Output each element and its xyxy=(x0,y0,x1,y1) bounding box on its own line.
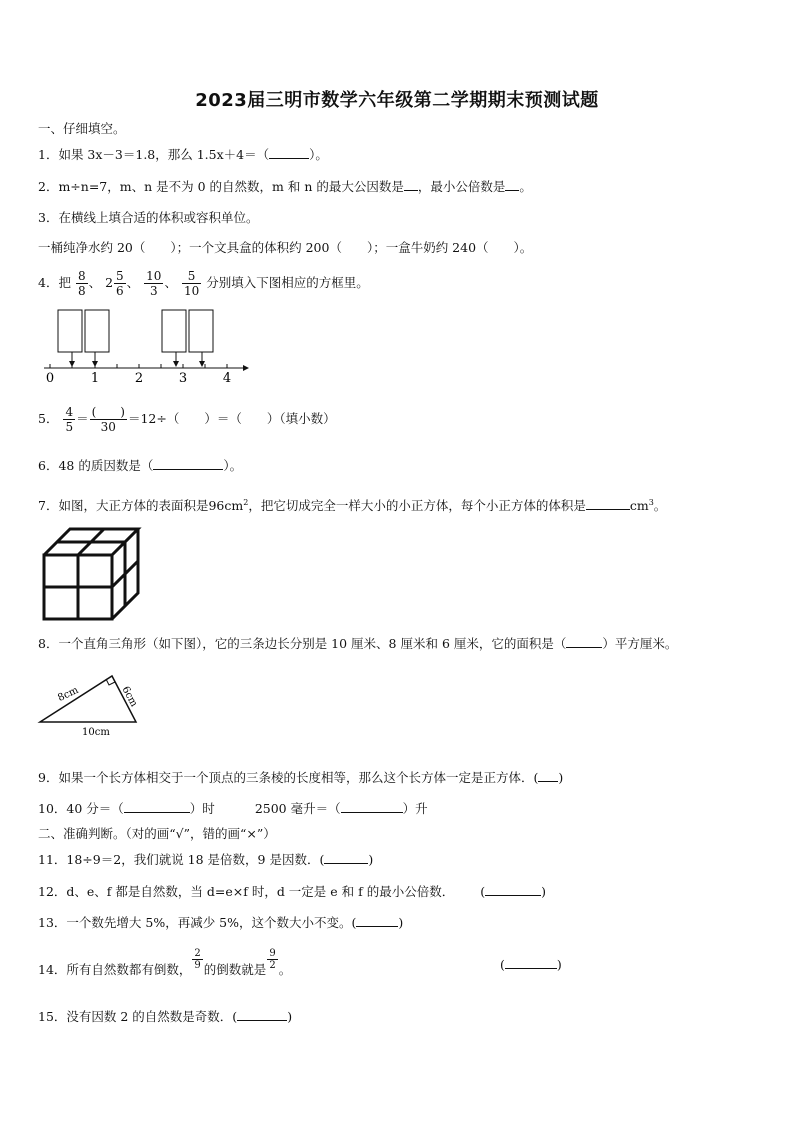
question-1-text: 1．如果 3x－3＝1.8，那么 1.5x＋4＝（ xyxy=(38,147,270,162)
question-8-text: 8．一个直角三角形（如下图），它的三条边长分别是 10 厘米、8 厘米和 6 厘米，它的面积是（ xyxy=(38,636,567,651)
side-label-6cm: 6cm xyxy=(119,684,140,709)
question-8: 8．一个直角三角形（如下图），它的三条边长分别是 10 厘米、8 厘米和 6 厘米，它的面积是（ ）平方厘米。 xyxy=(38,636,678,651)
answer-paren: ( ) xyxy=(500,957,562,972)
cube-figure xyxy=(38,523,148,623)
section-heading-judge: 二、准确判断。（对的画“√”，错的画“×”） xyxy=(38,826,276,841)
question-5: 5． $\frac{4}{5}$ ＝ $\frac{( )}{30}$ ＝12÷（ ）＝（ ）（填小数） xyxy=(38,405,336,434)
fraction: $\frac{5}{6}$ xyxy=(116,269,124,298)
answer-blank[interactable] xyxy=(124,812,190,813)
question-15: 15．没有因数 2 的自然数是奇数．( ) xyxy=(38,1009,293,1024)
question-7-text: 7．如图，大正方体的表面积是 xyxy=(38,498,209,514)
fraction: $\frac{2}{9}$ xyxy=(194,948,201,971)
question-4-end: 分别填入下图相应的方框里。 xyxy=(206,275,369,290)
mixed-number-whole: 2 xyxy=(105,275,114,290)
question-5-text: ＝12÷（ ）＝（ ）（填小数） xyxy=(127,411,336,426)
fraction: $\frac{8}{8}$ xyxy=(77,269,86,298)
answer-blank[interactable] xyxy=(324,863,368,864)
answer-blank[interactable] xyxy=(269,158,309,159)
page-title: 2023届三明市数学六年级第二学期期末预测试题 xyxy=(195,90,599,111)
answer-blank[interactable] xyxy=(505,190,519,191)
fraction: $\frac{9}{2}$ xyxy=(269,948,276,971)
question-1-end: ）。 xyxy=(309,147,328,162)
question-11: 11．18÷9＝2，我们就说 18 是倍数，9 是因数．( ) xyxy=(38,852,374,867)
tick-label: 2 xyxy=(134,371,144,386)
pointer-arrows xyxy=(72,352,202,364)
fraction: $\frac{4}{5}$ xyxy=(65,405,74,434)
question-10: 10．40 分＝（ ）时 2500 毫升＝（ ）升 xyxy=(38,801,428,816)
tick-label: 1 xyxy=(90,371,100,386)
answer-blank[interactable] xyxy=(153,469,223,470)
tick-label: 3 xyxy=(178,371,188,386)
answer-blank[interactable] xyxy=(356,926,398,927)
answer-box[interactable] xyxy=(189,310,213,352)
answer-blank[interactable] xyxy=(237,1020,287,1021)
tick-marks xyxy=(50,364,227,368)
arrow-heads xyxy=(69,361,205,367)
question-2 xyxy=(38,179,532,195)
question-9: 9．如果一个长方体相交于一个顶点的三条棱的长度相等，那么这个长方体一定是正方体．( ) xyxy=(38,770,564,785)
fraction: $\frac{10}{3}$ xyxy=(146,269,162,298)
question-3-line: 一桶纯净水约 20（ ）；一个文具盒的体积约 200（ ）；一盒牛奶约 240（ ）。 xyxy=(38,240,533,255)
question-9-text: 9．如果一个长方体相交于一个顶点的三条棱的长度相等，那么这个长方体一定是正方体．( xyxy=(38,770,539,785)
right-triangle-figure xyxy=(36,672,156,742)
question-11-text: 11．18÷9＝2，我们就说 18 是倍数，9 是因数．( xyxy=(38,852,325,867)
question-6: 6．48 的质因数是（ ）。 xyxy=(38,458,243,473)
fraction-blank[interactable]: $\frac{( )}{30}$ xyxy=(91,405,125,434)
side-label-10cm: 10cm xyxy=(82,727,110,738)
tick-label: 4 xyxy=(222,371,232,386)
question-13: 13．一个数先增大 5%，再减少 5%，这个数大小不变。( ) xyxy=(38,915,404,930)
answer-blank[interactable] xyxy=(341,812,403,813)
question-13-text: 13．一个数先增大 5%，再减少 5%，这个数大小不变。( xyxy=(38,915,357,930)
question-14: 14．所有自然数都有倒数， $\frac{2}{9}$ 的倒数就是 $\frac{9}{2}$ 。 ( ) xyxy=(38,948,758,987)
answer-blank[interactable] xyxy=(586,509,630,510)
fraction: $\frac{5}{10}$ xyxy=(183,269,200,298)
answer-blank[interactable] xyxy=(538,781,558,782)
side-label-8cm: 8cm xyxy=(56,684,81,704)
question-4-text: 4．把 xyxy=(38,275,71,290)
answer-blank[interactable] xyxy=(566,647,602,648)
tick-label: 0 xyxy=(45,371,55,386)
question-6-text: 6．48 的质因数是（ xyxy=(38,458,154,473)
question-14-text: 14．所有自然数都有倒数， xyxy=(38,962,192,977)
question-3: 3．在横线上填合适的体积或容积单位。 xyxy=(38,210,259,225)
question-2-text-b: ，最小公倍数是 xyxy=(417,179,506,194)
question-12-text: 12．d、e、f 都是自然数，当 d=e×f 时，d 一定是 e 和 f 的最小公倍数． xyxy=(38,884,455,899)
answer-blank[interactable] xyxy=(404,190,418,191)
question-7: 7．如图，大正方体的表面积是$96cm^2$，把它切成完全一样大小的小正方体，每个小正方体的体积是 $cm^3$。 xyxy=(38,498,667,514)
number-line-figure xyxy=(38,306,253,386)
answer-blank[interactable] xyxy=(505,968,557,969)
question-2-text: 2．m÷n=7，m、n 是不为 0 的自然数，m 和 n 的最大公因数是 xyxy=(38,179,404,194)
question-2-end: 。 xyxy=(519,179,532,194)
question-12: 12．d、e、f 都是自然数，当 d=e×f 时，d 一定是 e 和 f 的最小公倍数． ( ) xyxy=(38,884,546,899)
question-1 xyxy=(38,147,328,163)
answer-blank[interactable] xyxy=(485,895,541,896)
question-4: 4．把 $\frac{8}{8}$ 、 2 $\frac{5}{6}$ 、 $\frac{10}{3}$ 、 $\frac{5}{10}$ 分别填入下图相应的方框里。 xyxy=(38,269,369,298)
question-10-text: 10．40 分＝（ xyxy=(38,801,124,816)
section-heading-fill: 一、仔细填空。 xyxy=(38,121,126,136)
answer-box[interactable] xyxy=(58,310,82,352)
answer-box[interactable] xyxy=(162,310,186,352)
axis-arrow-icon xyxy=(243,365,249,371)
question-15-text: 15．没有因数 2 的自然数是奇数．( xyxy=(38,1009,238,1024)
answer-box[interactable] xyxy=(85,310,109,352)
